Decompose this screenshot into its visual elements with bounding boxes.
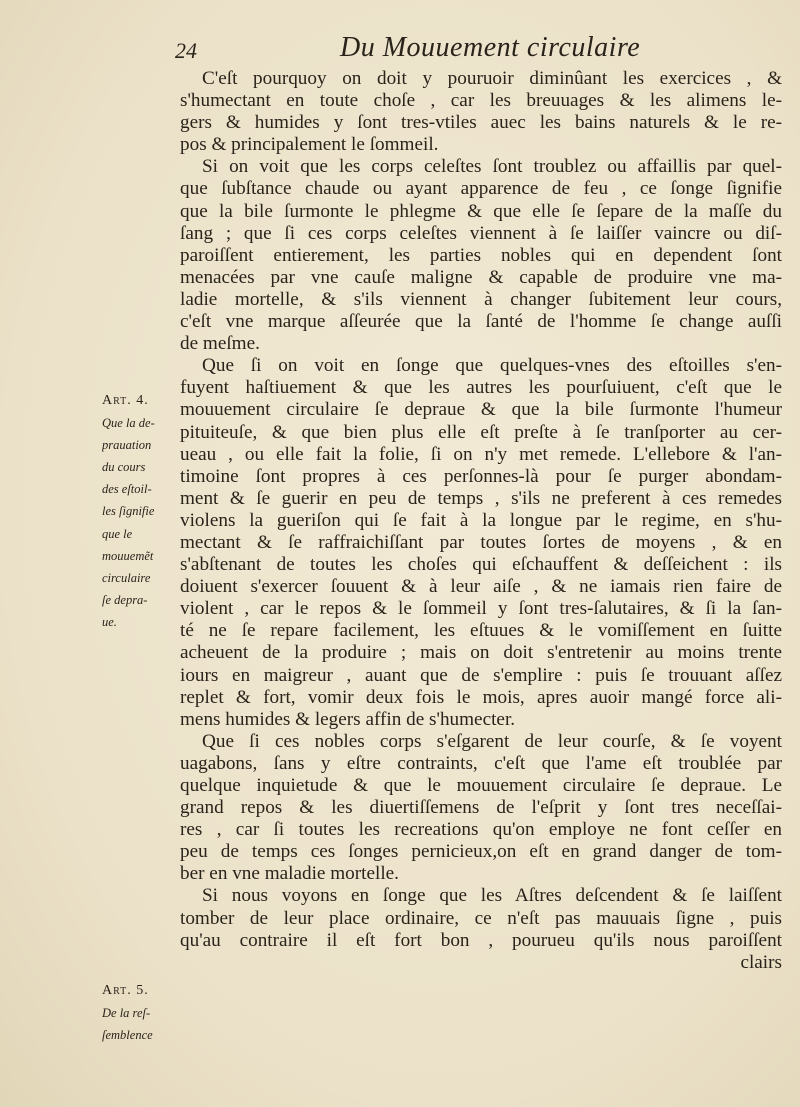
margin-note-line: mouuemẽt: [102, 548, 154, 563]
margin-note-line: du cours: [102, 460, 146, 475]
text-line: peu de temps ces ſonges pernicieux,on eſt en grand danger de tom-: [180, 841, 782, 863]
text-line: timoine ſont propres à ces perſonnes-là pour ſe purger abondam-: [180, 465, 782, 487]
text-line: gers & humides y ſont tres-vtiles auec les bains naturels & le re-: [180, 112, 782, 134]
text-line: pituiteuſe, & que bien plus elle eſt preſte à ſe tranſporter au cer-: [180, 421, 782, 443]
margin-note-label: Art. 4.: [102, 393, 149, 408]
text-line: s'humectant en toute choſe , car les breuuages & les alimens le-: [180, 90, 782, 112]
catchword: clairs: [740, 951, 782, 973]
text-line: mouuement circulaire ſe depraue & que la bile ſurmonte l'humeur: [180, 399, 782, 421]
text-line: s'abſtenant de toutes les choſes qui eſchauffent & deſſeichent : ils: [180, 554, 782, 576]
text-line: C'eſt pourquoy on doit y pouruoir diminûant les exercices , &: [202, 68, 782, 89]
text-line: té ne ſe repare facilement, les eſtuues & le vomiſſement en ſuitte: [180, 620, 782, 642]
text-line: tomber de leur place ordinaire, ce n'eſt pas mauuais ſigne , puis: [180, 907, 782, 929]
text-line: acheuent de la produire ; mais on doit s'entretenir au moins trente: [180, 642, 782, 664]
text-line: ment & ſe guerir en peu de temps , s'ils ne preferent à ces remedes: [180, 487, 782, 509]
body-text: [180, 68, 782, 974]
text-line: Si on voit que les corps celeſtes ſont troublez ou affaillis par quel-: [202, 156, 782, 178]
text-line: menacées par vne cauſe maligne & capable de produire vne ma-: [180, 266, 782, 288]
margin-note-line: prauation: [102, 438, 152, 453]
page-header: [175, 32, 775, 66]
margin-note-line: que le: [102, 526, 133, 541]
text-line: que la bile ſurmonte le phlegme & que elle ſe ſepare de la maſſe du: [180, 200, 782, 222]
margin-note-line: ſe depra-: [102, 592, 148, 607]
text-line: fuyent haſtiuement & que les autres les pourſuiuent, c'eſt que le: [180, 377, 782, 399]
margin-note-line: des eſtoil-: [102, 482, 152, 497]
margin-note-line: les ſignifie: [102, 504, 155, 519]
text-line: Si nous voyons en ſonge que les Aſtres deſcendent & ſe laiſſent: [202, 885, 782, 907]
text-line: qu'au contraire il eſt fort bon , pourueu qu'ils nous paroiſſent: [180, 929, 782, 951]
text-line: Que ſi on voit en ſonge que quelques-vnes des eſtoilles s'en-: [202, 355, 782, 377]
text-line: Que ſi ces nobles corps s'eſgarent de leur courſe, & ſe voyent: [202, 730, 782, 752]
text-line: c'eſt vne marque aſſeurée que la ſanté de l'homme ſe change auſſi: [180, 311, 782, 333]
running-title: Du Mouuement circulaire: [340, 32, 641, 63]
text-line: grand repos & les diuertiſſemens de l'eſprit y ſont tres neceſſai-: [180, 797, 782, 819]
text-line: iours en maigreur , auant que de s'emplire : puis ſe trouuant aſſez: [180, 664, 782, 686]
text-line: paroiſſent entierement, les parties nobles qui en dependent ſont: [180, 244, 782, 266]
margin-note-line: Que la de-: [102, 416, 155, 431]
text-line: ſang ; que ſi ces corps celeſtes viennent à ſe laiſſer vaincre ou diſ-: [180, 222, 782, 244]
text-line: ueau , ou elle fait la folie, ſi on n'y met remede. L'ellebore & l'an-: [180, 443, 782, 465]
text-line: ber en vne maladie mortelle.: [180, 863, 399, 885]
text-line: ladie mortelle, & s'ils viennent à changer ſubitement leur cours,: [180, 288, 782, 310]
margin-note-line: ue.: [102, 614, 117, 629]
margin-note-art-4: [102, 390, 180, 633]
text-line: mens humides & legers affin de s'humecter.: [180, 708, 516, 730]
text-line: que ſubſtance chaude ou ayant apparence de feu , ce ſonge ſignifie: [180, 178, 782, 200]
margin-note-line: De la reſ-: [102, 1006, 151, 1021]
margin-note-label: Art. 5.: [102, 983, 149, 998]
margin-note-art-5: [102, 980, 180, 1046]
text-line: replet & fort, vomir deux fois le mois, apres auoir mangé force ali-: [180, 686, 782, 708]
text-line: violens la gueriſon qui ſe fait à la longue par le regime, en s'hu-: [180, 509, 782, 531]
text-line: de meſme.: [180, 333, 260, 355]
margin-note-line: circulaire: [102, 570, 151, 585]
text-line: pos & principalement le ſommeil.: [180, 134, 439, 156]
margin-note-line: ſemblence: [102, 1028, 153, 1043]
page-number: 24: [175, 38, 197, 63]
text-line: res , car ſi toutes les recreations qu'on employe ne font ceſſer en: [180, 819, 782, 841]
text-line: uagabons, ſans y eſtre contraints, c'eſt que l'ame eſt troublée par: [180, 752, 782, 774]
text-line: mectant & ſe raffraichiſſant par toutes ſortes de moyens , & en: [180, 531, 782, 553]
text-line: doiuent s'exercer ſouuent & à leur aiſe , & ne iamais rien faire de: [180, 576, 782, 598]
text-line: quelque inquietude & que le mouuement circulaire ſe depraue. Le: [180, 775, 782, 796]
text-line: violent , car le repos & le ſommeil y ſont tres-ſalutaires, & ſi la ſan-: [180, 598, 782, 620]
